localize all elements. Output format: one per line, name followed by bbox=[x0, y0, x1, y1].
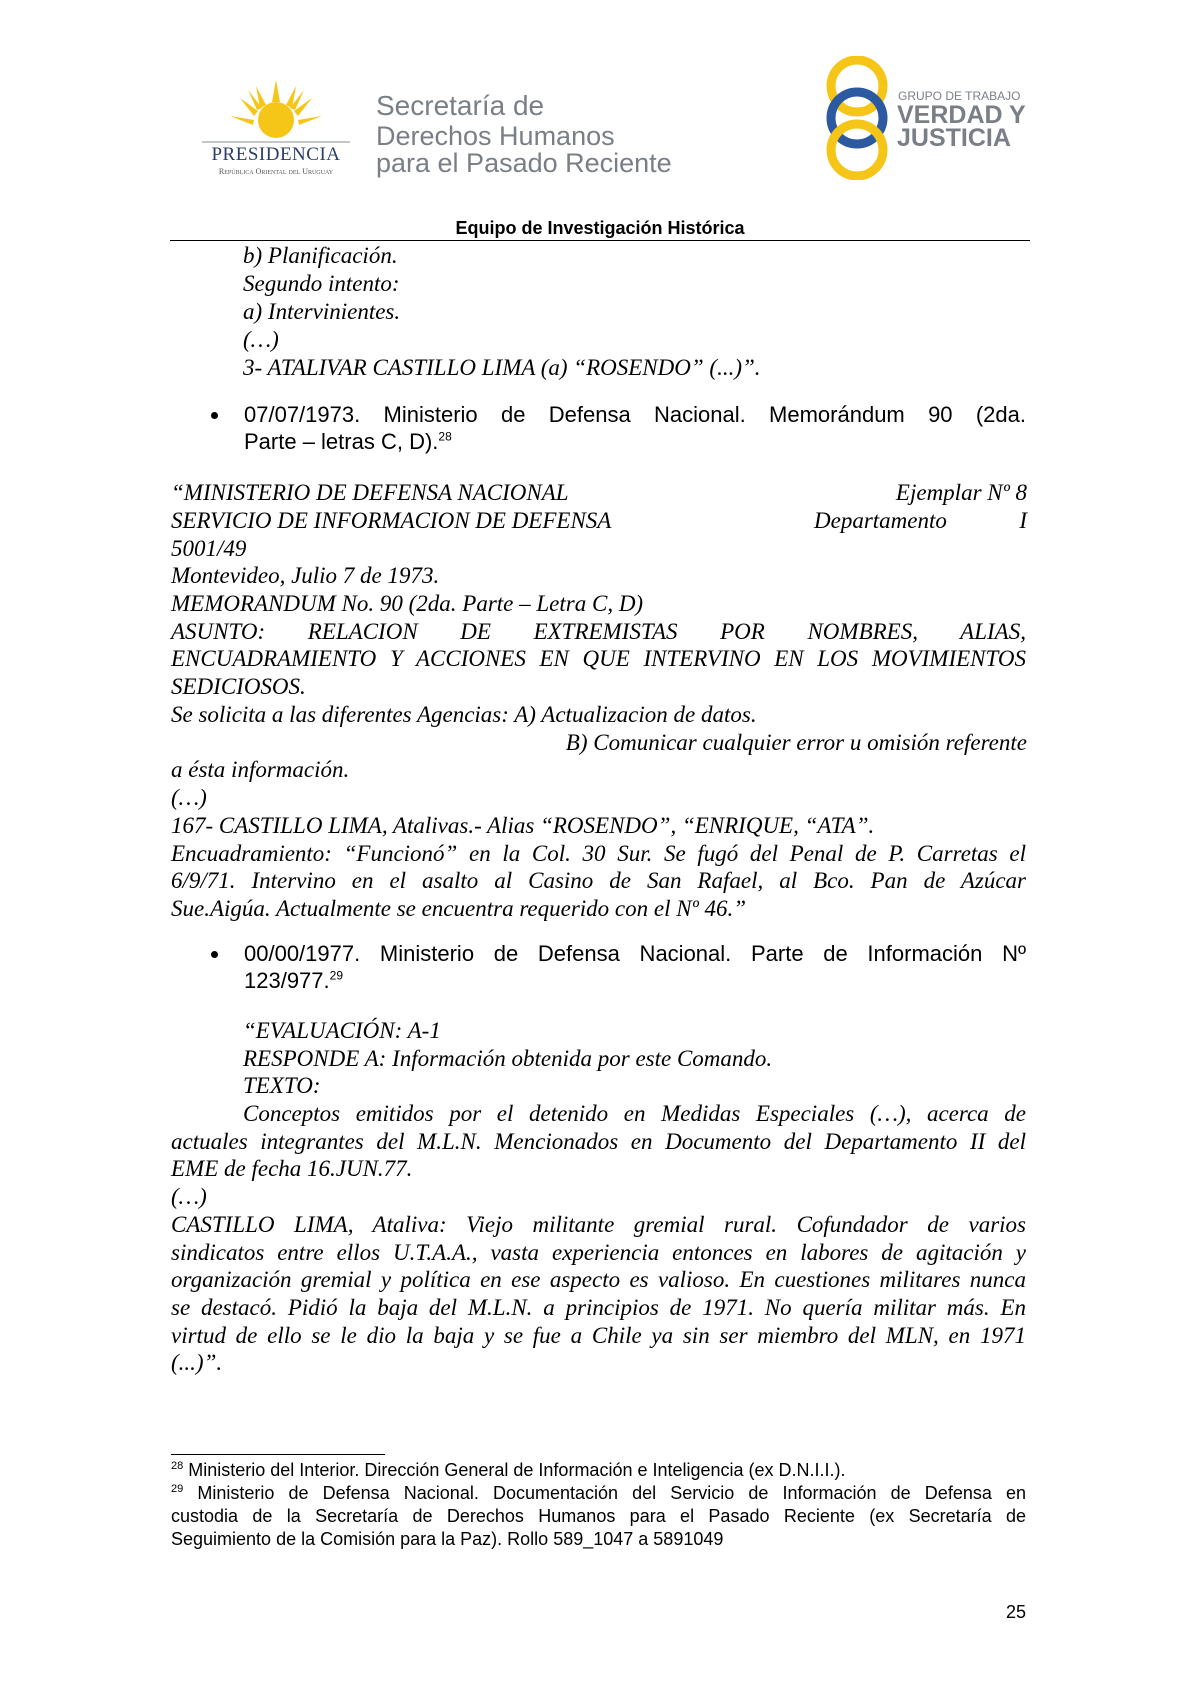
parte-conceptos-line1: Conceptos emitidos por el detenido en Medidas Especiales (…), acerca de bbox=[243, 1101, 1026, 1126]
footnote-number: 29 bbox=[171, 1483, 184, 1495]
verdad-justicia-rings-icon bbox=[822, 56, 892, 180]
bullet2-line2 bbox=[244, 967, 343, 995]
bullet2-line2-text: 123/977. bbox=[244, 968, 330, 993]
memo-ref: 5001/49 bbox=[171, 536, 247, 561]
parte-texto: TEXTO: bbox=[243, 1073, 321, 1098]
memo-solicita: Se solicita a las diferentes Agencias: A) Actualizacion de datos. bbox=[171, 702, 757, 727]
quote-line: a) Intervinientes. bbox=[243, 299, 401, 324]
secretaria-line1: Secretaría de bbox=[376, 90, 545, 121]
page-number: 25 bbox=[1005, 1602, 1026, 1622]
bullet2-line1: 00/00/1977. Ministerio de Defensa Nacional. Parte de Información Nº bbox=[244, 941, 1026, 966]
memo-service: SERVICIO DE INFORMACION DE DEFENSA bbox=[171, 508, 612, 533]
memo-asunto-line3: SEDICIOSOS. bbox=[171, 674, 306, 699]
parte-castillo-line: CASTILLO LIMA, Ataliva: Viejo militante gremial rural. Cofundador de varios bbox=[171, 1212, 1026, 1237]
footnote-text: Ministerio de Defensa Nacional. Documentación del Servicio de Información de Defensa en bbox=[197, 1483, 1026, 1503]
quote-line: 3- ATALIVAR CASTILLO LIMA (a) “ROSENDO” (...)”. bbox=[243, 355, 761, 380]
footnote-ref-28[interactable]: 28 bbox=[438, 429, 452, 444]
memo-number: MEMORANDUM No. 90 (2da. Parte – Letra C, D) bbox=[171, 591, 644, 616]
sun-icon bbox=[196, 78, 356, 148]
footnote-separator bbox=[171, 1454, 385, 1455]
bullet1-line2-text: Parte – letras C, D). bbox=[244, 429, 439, 454]
parte-castillo-line: se destacó. Pidió la baja del M.L.N. a principios de 1971. No quería militar más. En bbox=[171, 1295, 1026, 1320]
memo-ellipsis: (…) bbox=[171, 785, 207, 810]
footnote-29-line1 bbox=[171, 1482, 1026, 1505]
secretaria-line2: Derechos Humanos bbox=[376, 121, 615, 151]
bullet1-line2 bbox=[244, 428, 452, 456]
presidencia-subtitle: República Oriental del Uruguay bbox=[218, 167, 334, 176]
secretaria-line3: para el Pasado Reciente bbox=[376, 148, 672, 178]
team-title: Equipo de Investigación Histórica bbox=[455, 218, 745, 238]
quote-line: b) Planificación. bbox=[243, 243, 398, 268]
footnote-ref-29[interactable]: 29 bbox=[329, 968, 343, 983]
parte-ellipsis: (…) bbox=[171, 1184, 207, 1209]
quote-line: (…) bbox=[243, 327, 279, 352]
bullet-icon bbox=[211, 412, 218, 419]
parte-castillo-last: (...)”. bbox=[171, 1350, 223, 1375]
footnote-29-line3: Seguimiento de la Comisión para la Paz). Rollo 589_1047 a 5891049 bbox=[171, 1529, 724, 1549]
memo-encuadramiento-line3: Sue.Aigúa. Actualmente se encuentra requerido con el Nº 46.” bbox=[171, 896, 746, 921]
memo-asunto-line2: ENCUADRAMIENTO Y ACCIONES EN QUE INTERVINO EN LOS MOVIMIENTOS bbox=[171, 646, 1026, 671]
grupo-line2: VERDAD Y bbox=[897, 101, 1026, 129]
parte-castillo-line: virtud de ello se le dio la baja y se fue a Chile ya sin ser miembro del MLN, en 1971 bbox=[171, 1323, 1026, 1348]
memo-esta: a ésta información. bbox=[171, 757, 350, 782]
footnote-text: Ministerio del Interior. Dirección General de Información e Inteligencia (ex D.N.I.I.). bbox=[188, 1460, 846, 1480]
parte-castillo-line: sindicatos entre ellos U.T.A.A., vasta experiencia entonces en labores de agitación y bbox=[171, 1240, 1026, 1265]
bullet-icon bbox=[211, 951, 218, 958]
parte-castillo-line: organización gremial y política en ese aspecto es valioso. En cuestiones militares nunca bbox=[171, 1267, 1026, 1292]
parte-conceptos-line2: actuales integrantes del M.L.N. Mencionados en Documento del Departamento II del bbox=[171, 1129, 1026, 1154]
parte-responde: RESPONDE A: Información obtenida por este Comando. bbox=[243, 1046, 773, 1071]
parte-conceptos-line3: EME de fecha 16.JUN.77. bbox=[171, 1156, 413, 1181]
memo-ministry: “MINISTERIO DE DEFENSA NACIONAL bbox=[171, 480, 569, 505]
grupo-line1: GRUPO DE TRABAJO bbox=[898, 89, 1021, 103]
memo-departamento-num: I bbox=[1019, 508, 1027, 533]
memo-comunicar: B) Comunicar cualquier error u omisión referente bbox=[565, 730, 1027, 755]
bullet1-line1: 07/07/1973. Ministerio de Defensa Nacional. Memorándum 90 (2da. bbox=[244, 402, 1026, 427]
memo-entry: 167- CASTILLO LIMA, Atalivas.- Alias “ROSENDO”, “ENRIQUE, “ATA”. bbox=[171, 813, 875, 838]
footnote-29-line2: custodia de la Secretaría de Derechos Humanos para el Pasado Reciente (ex Secretaría de bbox=[171, 1506, 1026, 1526]
grupo-line3: JUSTICIA bbox=[897, 124, 1011, 152]
quote-line: Segundo intento: bbox=[243, 271, 400, 296]
memo-date: Montevideo, Julio 7 de 1973. bbox=[171, 563, 440, 588]
memo-encuadramiento-line1: Encuadramiento: “Funcionó” en la Col. 30 Sur. Se fugó del Penal de P. Carretas el bbox=[171, 841, 1026, 866]
footnote-number: 28 bbox=[171, 1460, 184, 1472]
parte-evaluacion: “EVALUACIÓN: A-1 bbox=[243, 1018, 441, 1043]
memo-asunto-line1: ASUNTO: RELACION DE EXTREMISTAS POR NOMBRES, ALIAS, bbox=[171, 619, 1026, 644]
header-rule bbox=[170, 240, 1030, 241]
memo-encuadramiento-line2: 6/9/71. Intervino en el asalto al Casino de San Rafael, al Bco. Pan de Azúcar bbox=[171, 868, 1026, 893]
presidencia-logo bbox=[196, 78, 356, 178]
memo-ejemplar: Ejemplar Nº 8 bbox=[895, 480, 1027, 505]
presidencia-title: PRESIDENCIA bbox=[211, 144, 341, 165]
memo-departamento: Departamento bbox=[814, 508, 947, 533]
footnote-28 bbox=[171, 1459, 846, 1482]
